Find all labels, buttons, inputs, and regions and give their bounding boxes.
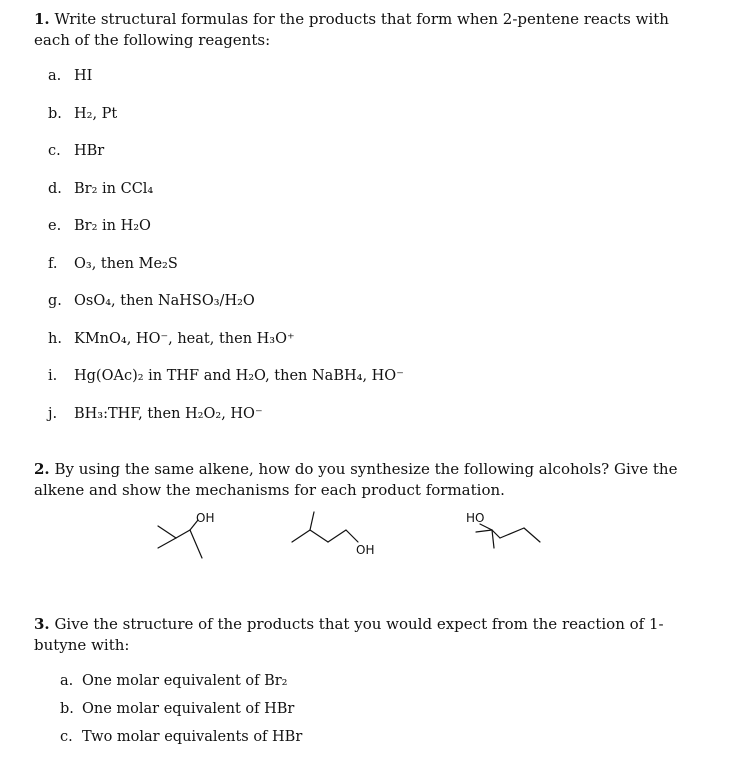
q1-item-text: H₂, Pt (74, 106, 118, 122)
molecule-3-structure (456, 508, 556, 568)
q1-item-i (48, 366, 404, 386)
q3-item-a (60, 671, 288, 691)
q1-item-label: b. (48, 106, 62, 122)
q1-item-label: h. (48, 331, 62, 347)
q1-item-text: Hg(OAc)₂ in THF and H₂O, then NaBH₄, HO⁻ (74, 368, 404, 384)
q1-item-label: a. (48, 68, 62, 84)
q1-item-g (48, 291, 255, 311)
question-1-text: Write structural formulas for the products that form when 2-pentene reacts with each of the following reagents: (34, 10, 669, 49)
q1-item-a (48, 66, 92, 86)
q1-item-text: Br₂ in CCl₄ (74, 181, 154, 197)
q1-item-text: O₃, then Me₂S (74, 256, 178, 272)
question-3-number: 3. (34, 615, 50, 633)
q1-item-text: HBr (74, 143, 105, 159)
q3-item-label: c. (60, 729, 73, 745)
q1-item-c (48, 141, 104, 161)
q3-item-label: a. (60, 673, 74, 689)
question-2-number: 2. (34, 460, 50, 478)
q1-item-label: g. (48, 293, 62, 309)
question-2-text: By using the same alkene, how do you synthesize the following alcohols? Give the alkene and show the mechanisms for each product formation. (34, 460, 678, 499)
question-2 (34, 459, 694, 501)
q1-item-b (48, 104, 117, 124)
q1-item-label: j. (48, 406, 58, 422)
question-3-text: Give the structure of the products that you would expect from the reaction of 1-butyne with: (34, 615, 664, 654)
q1-item-label: e. (48, 218, 62, 234)
q1-item-text: HI (74, 68, 93, 84)
molecule-1-structure (150, 508, 230, 568)
question-1 (34, 9, 694, 51)
q1-item-e (48, 216, 151, 236)
q1-item-text: BH₃:THF, then H₂O₂, HO⁻ (74, 406, 263, 422)
q1-item-text: KMnO₄, HO⁻, heat, then H₃O⁺ (74, 331, 295, 347)
q1-item-text: OsO₄, then NaHSO₃/H₂O (74, 293, 255, 309)
q1-item-f (48, 254, 178, 274)
q1-item-h (48, 329, 295, 349)
q1-item-label: f. (48, 256, 58, 272)
q3-item-text: One molar equivalent of HBr (82, 701, 295, 717)
molecule-2-structure (282, 508, 392, 568)
q3-item-text: Two molar equivalents of HBr (82, 729, 303, 745)
molecule-3-ho-label: HO (466, 511, 485, 525)
molecule-1-oh-label: OH (196, 511, 215, 525)
q3-item-label: b. (60, 701, 74, 717)
question-1-number: 1. (34, 10, 50, 28)
q1-item-label: d. (48, 181, 62, 197)
q1-item-label: c. (48, 143, 61, 159)
q3-item-text: One molar equivalent of Br₂ (82, 673, 288, 689)
q1-item-label: i. (48, 368, 58, 384)
q1-item-text: Br₂ in H₂O (74, 218, 151, 234)
q1-item-d (48, 179, 153, 199)
molecule-2-oh-label: OH (356, 543, 375, 557)
q1-item-j (48, 404, 263, 424)
question-3 (34, 614, 694, 656)
q3-item-c (60, 727, 302, 747)
q3-item-b (60, 699, 294, 719)
